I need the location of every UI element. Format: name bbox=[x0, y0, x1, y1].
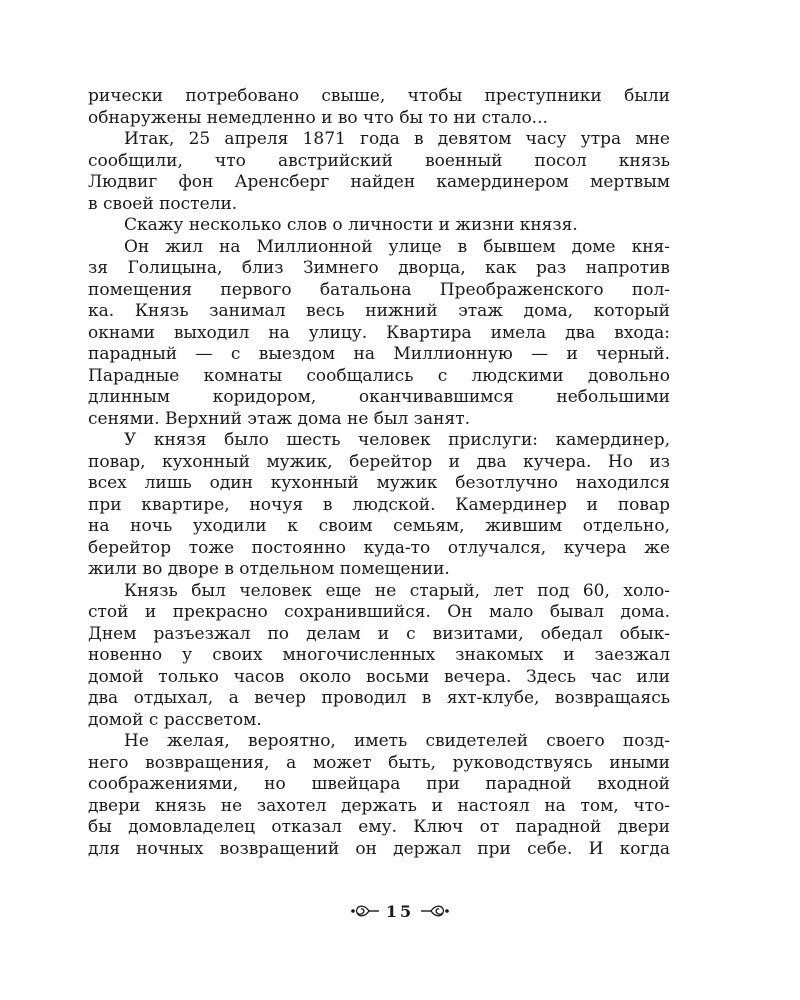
text-line: повар, кухонный мужик, берейтор и два кучера. Но из bbox=[88, 451, 670, 472]
text-line: при квартире, ночуя в людской. Камердинер и повар bbox=[88, 494, 670, 515]
text-line: У князя было шесть человек прислуги: камердинер, bbox=[124, 430, 670, 450]
page-number: 15 bbox=[385, 901, 415, 921]
text-line: сообщили, что австрийский военный посол князь bbox=[88, 150, 670, 171]
text-line: новенно у своих многочисленных знакомых и заезжал bbox=[88, 645, 670, 665]
text-line: длинным коридором, оканчивавшимся небольшими bbox=[88, 387, 670, 407]
text-line: Князь был человек еще не старый, лет под 60, холо- bbox=[124, 580, 670, 601]
text-line: два отдыхал, а вечер проводил в яхт-клубе, возвращаясь bbox=[88, 688, 670, 708]
text-line: двери князь не захотел держать и настоял на том, что- bbox=[88, 795, 670, 816]
text-line: соображениями, но швейцара при парадной входной bbox=[88, 774, 670, 794]
text-line: берейтор тоже постоянно куда-то отлучался, кучера же bbox=[88, 537, 670, 558]
text-line: обнаружены немедленно и во что бы то ни стало... bbox=[88, 107, 548, 128]
text-line: него возвращения, а может быть, руководствуясь иными bbox=[88, 752, 670, 773]
book-page-text bbox=[88, 86, 670, 860]
text-line: помещения первого батальона Преображенского пол- bbox=[88, 279, 670, 300]
text-line: зя Голицына, близ Зимнего дворца, как раз напротив bbox=[88, 258, 670, 278]
text-line: Людвиг фон Аренсберг найден камердинером мертвым bbox=[88, 172, 670, 192]
text-line: сенями. Верхний этаж дома не был занят. bbox=[88, 408, 471, 429]
text-line: домой только часов около восьми вечера. Здесь час или bbox=[88, 666, 670, 687]
text-line: на ночь уходили к своим семьям, жившим отдельно, bbox=[88, 516, 670, 536]
text-line: жили во дворе в отдельном помещении. bbox=[88, 559, 450, 579]
text-line: рически потребовано свыше, чтобы преступники были bbox=[88, 86, 670, 106]
text-line: Он жил на Миллионной улице в бывшем доме кня- bbox=[124, 236, 670, 257]
text-line: ка. Князь занимал весь нижний этаж дома, который bbox=[88, 301, 670, 321]
page-footer bbox=[0, 896, 800, 926]
text-line: окнами выходил на улицу. Квартира имела два входа: bbox=[88, 322, 670, 343]
text-line: Не желая, вероятно, иметь свидетелей своего позд- bbox=[124, 731, 670, 751]
text-line: Скажу несколько слов о личности и жизни князя. bbox=[124, 215, 578, 235]
text-line: Итак, 25 апреля 1871 года в девятом часу утра мне bbox=[124, 129, 670, 149]
text-line: бы домовладелец отказал ему. Ключ от парадной двери bbox=[88, 817, 670, 837]
text-line: Днем разъезжал по делам и с визитами, обедал обык- bbox=[88, 623, 670, 644]
text-line: парадный — с выездом на Миллионную — и черный. bbox=[88, 344, 670, 364]
text-line: домой с рассветом. bbox=[88, 709, 262, 730]
text-line: Парадные комнаты сообщались с людскими довольно bbox=[88, 365, 670, 386]
text-line: всех лишь один кухонный мужик безотлучно находился bbox=[88, 473, 670, 493]
ornament-left-icon bbox=[350, 903, 380, 919]
ornament-right-icon bbox=[420, 903, 450, 919]
text-line: стой и прекрасно сохранившийся. Он мало бывал дома. bbox=[88, 602, 670, 622]
text-line: для ночных возвращений он держал при себе. И когда bbox=[88, 838, 670, 859]
text-line: в своей постели. bbox=[88, 193, 238, 214]
